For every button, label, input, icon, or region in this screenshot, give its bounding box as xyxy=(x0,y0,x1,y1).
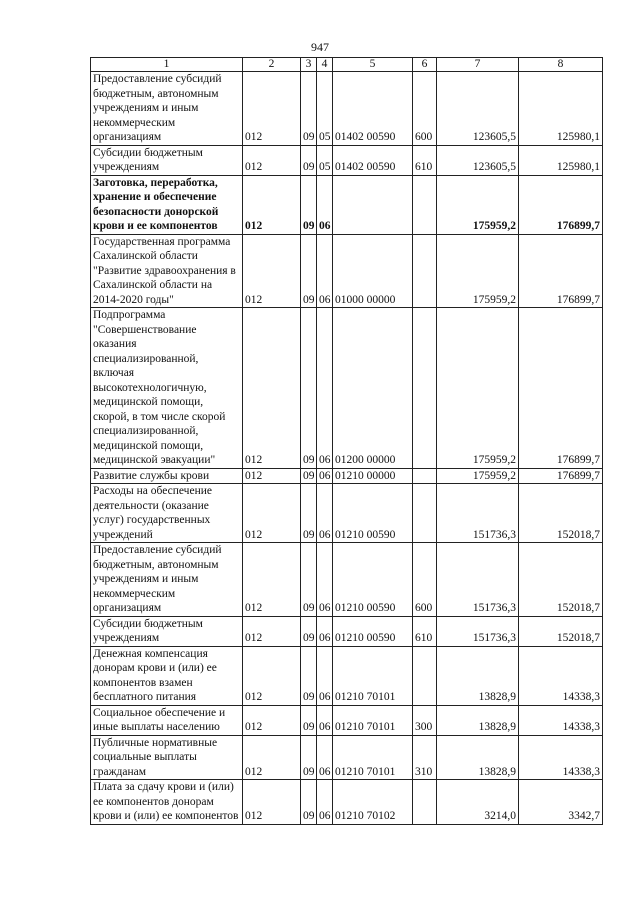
row-amount-2: 3342,7 xyxy=(519,780,603,825)
col-header-3: 3 xyxy=(301,58,317,72)
col-header-5: 5 xyxy=(333,58,413,72)
row-expense-type xyxy=(413,484,437,543)
col-header-2: 2 xyxy=(243,58,301,72)
header-row xyxy=(91,58,603,72)
row-name: Заготовка, переработка, хранение и обеспечение безопасности донорской крови и ее компонентов xyxy=(91,175,243,234)
row-section: 09 xyxy=(301,72,317,146)
row-expense-type xyxy=(413,234,437,308)
row-name: Предоставление субсидий бюджетным, автономным учреждениям и иным некоммерческим организациям xyxy=(91,72,243,146)
row-subsection: 05 xyxy=(317,145,333,175)
row-expense-type: 610 xyxy=(413,145,437,175)
row-section: 09 xyxy=(301,646,317,705)
col-header-8: 8 xyxy=(519,58,603,72)
row-name: Денежная компенсация донорам крови и (или) ее компонентов взамен бесплатного питания xyxy=(91,646,243,705)
row-amount-1: 175959,2 xyxy=(437,175,519,234)
row-name: Плата за сдачу крови и (или) ее компонентов донорам крови и (или) ее компонентов xyxy=(91,780,243,825)
table-body xyxy=(91,72,603,825)
table-row xyxy=(91,234,603,308)
row-expense-type: 300 xyxy=(413,705,437,735)
row-target-article: 01210 70101 xyxy=(333,646,413,705)
row-name: Подпрограмма "Совершенствование оказания специализированной, включая высокотехнологичную, медицинской помощи, скорой, в том числе скорой специализированной, медицинской помощи, медицинской эвакуации" xyxy=(91,308,243,469)
row-target-article: 01210 70102 xyxy=(333,780,413,825)
row-ved: 012 xyxy=(243,705,301,735)
row-section: 09 xyxy=(301,308,317,469)
table-row xyxy=(91,543,603,617)
row-name: Государственная программа Сахалинской области "Развитие здравоохранения в Сахалинской области на 2014-2020 годы" xyxy=(91,234,243,308)
row-amount-1: 13828,9 xyxy=(437,735,519,780)
row-name: Предоставление субсидий бюджетным, автономным учреждениям и иным некоммерческим организациям xyxy=(91,543,243,617)
table-row xyxy=(91,646,603,705)
row-subsection: 06 xyxy=(317,705,333,735)
row-ved: 012 xyxy=(243,484,301,543)
row-target-article: 01210 00000 xyxy=(333,468,413,484)
row-ved: 012 xyxy=(243,468,301,484)
row-expense-type xyxy=(413,646,437,705)
row-subsection: 06 xyxy=(317,646,333,705)
row-name: Субсидии бюджетным учреждениям xyxy=(91,145,243,175)
row-ved: 012 xyxy=(243,145,301,175)
row-subsection: 06 xyxy=(317,616,333,646)
row-subsection: 06 xyxy=(317,468,333,484)
row-amount-1: 13828,9 xyxy=(437,646,519,705)
row-target-article: 01200 00000 xyxy=(333,308,413,469)
row-amount-2: 152018,7 xyxy=(519,616,603,646)
row-section: 09 xyxy=(301,145,317,175)
row-name: Публичные нормативные социальные выплаты гражданам xyxy=(91,735,243,780)
row-ved: 012 xyxy=(243,308,301,469)
row-amount-1: 151736,3 xyxy=(437,543,519,617)
col-header-7: 7 xyxy=(437,58,519,72)
row-expense-type: 600 xyxy=(413,72,437,146)
row-amount-2: 152018,7 xyxy=(519,543,603,617)
row-amount-1: 151736,3 xyxy=(437,484,519,543)
table-row xyxy=(91,72,603,146)
row-amount-2: 14338,3 xyxy=(519,646,603,705)
row-name: Субсидии бюджетным учреждениям xyxy=(91,616,243,646)
row-amount-2: 176899,7 xyxy=(519,468,603,484)
row-amount-1: 123605,5 xyxy=(437,72,519,146)
col-header-1: 1 xyxy=(91,58,243,72)
row-amount-2: 125980,1 xyxy=(519,72,603,146)
row-target-article: 01402 00590 xyxy=(333,145,413,175)
row-amount-2: 14338,3 xyxy=(519,735,603,780)
row-target-article: 01402 00590 xyxy=(333,72,413,146)
row-target-article: 01000 00000 xyxy=(333,234,413,308)
row-ved: 012 xyxy=(243,234,301,308)
row-name: Социальное обеспечение и иные выплаты населению xyxy=(91,705,243,735)
table-row xyxy=(91,175,603,234)
table-row xyxy=(91,308,603,469)
budget-table xyxy=(90,57,603,825)
table-row xyxy=(91,705,603,735)
table-row xyxy=(91,735,603,780)
row-amount-1: 175959,2 xyxy=(437,468,519,484)
row-amount-2: 152018,7 xyxy=(519,484,603,543)
row-target-article: 01210 00590 xyxy=(333,543,413,617)
row-section: 09 xyxy=(301,735,317,780)
row-section: 09 xyxy=(301,484,317,543)
row-amount-2: 176899,7 xyxy=(519,175,603,234)
row-expense-type xyxy=(413,780,437,825)
row-subsection: 06 xyxy=(317,780,333,825)
table-row xyxy=(91,145,603,175)
row-subsection: 06 xyxy=(317,234,333,308)
row-expense-type: 610 xyxy=(413,616,437,646)
row-expense-type xyxy=(413,308,437,469)
row-ved: 012 xyxy=(243,175,301,234)
page-number: 947 xyxy=(311,40,329,54)
col-header-4: 4 xyxy=(317,58,333,72)
row-ved: 012 xyxy=(243,735,301,780)
row-section: 09 xyxy=(301,705,317,735)
row-amount-1: 151736,3 xyxy=(437,616,519,646)
row-expense-type: 600 xyxy=(413,543,437,617)
row-subsection: 06 xyxy=(317,308,333,469)
row-section: 09 xyxy=(301,234,317,308)
row-ved: 012 xyxy=(243,780,301,825)
row-section: 09 xyxy=(301,780,317,825)
row-ved: 012 xyxy=(243,616,301,646)
row-amount-1: 175959,2 xyxy=(437,308,519,469)
row-expense-type xyxy=(413,175,437,234)
row-ved: 012 xyxy=(243,543,301,617)
row-expense-type xyxy=(413,468,437,484)
table-row xyxy=(91,484,603,543)
row-subsection: 05 xyxy=(317,72,333,146)
row-amount-2: 176899,7 xyxy=(519,234,603,308)
row-name: Расходы на обеспечение деятельности (оказание услуг) государственных учреждений xyxy=(91,484,243,543)
row-amount-1: 123605,5 xyxy=(437,145,519,175)
row-amount-1: 13828,9 xyxy=(437,705,519,735)
row-section: 09 xyxy=(301,616,317,646)
row-amount-1: 175959,2 xyxy=(437,234,519,308)
row-amount-2: 125980,1 xyxy=(519,145,603,175)
row-target-article xyxy=(333,175,413,234)
row-ved: 012 xyxy=(243,72,301,146)
row-subsection: 06 xyxy=(317,175,333,234)
row-subsection: 06 xyxy=(317,484,333,543)
row-section: 09 xyxy=(301,543,317,617)
row-amount-1: 3214,0 xyxy=(437,780,519,825)
row-target-article: 01210 00590 xyxy=(333,616,413,646)
table-row xyxy=(91,616,603,646)
table-row xyxy=(91,468,603,484)
table-row xyxy=(91,780,603,825)
row-subsection: 06 xyxy=(317,543,333,617)
row-subsection: 06 xyxy=(317,735,333,780)
row-amount-2: 176899,7 xyxy=(519,308,603,469)
row-name: Развитие службы крови xyxy=(91,468,243,484)
row-ved: 012 xyxy=(243,646,301,705)
row-section: 09 xyxy=(301,468,317,484)
row-amount-2: 14338,3 xyxy=(519,705,603,735)
row-target-article: 01210 70101 xyxy=(333,735,413,780)
row-expense-type: 310 xyxy=(413,735,437,780)
row-section: 09 xyxy=(301,175,317,234)
col-header-6: 6 xyxy=(413,58,437,72)
row-target-article: 01210 00590 xyxy=(333,484,413,543)
row-target-article: 01210 70101 xyxy=(333,705,413,735)
